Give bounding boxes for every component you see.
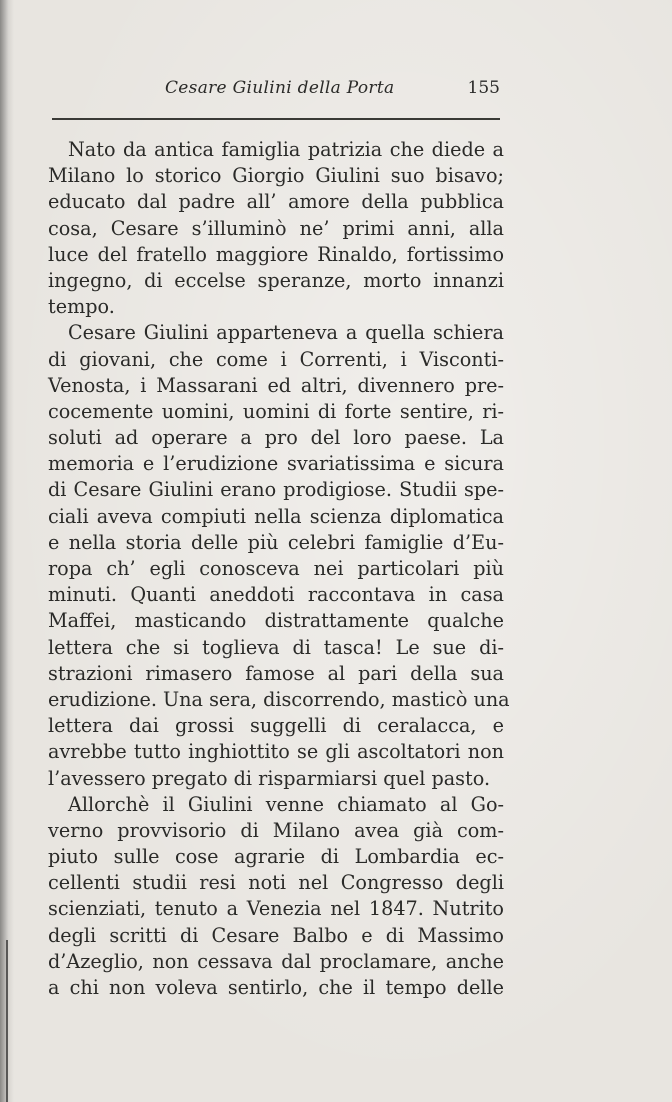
text-line: ropa ch’ egli conosceva nei particolari più — [48, 557, 504, 580]
text-line: ciali aveva compiuti nella scienza diplomatica — [48, 504, 504, 528]
text-line: verno provvisorio di Milano avea già com- — [48, 818, 504, 842]
text-line: a chi non voleva sentirlo, che il tempo delle — [48, 976, 504, 999]
running-title: Cesare Giulini della Porta — [165, 78, 395, 98]
text-line: memoria e l’erudizione svariatissima e sicura — [48, 452, 504, 476]
text-line: degli scritti di Cesare Balbo e di Massimo — [48, 923, 504, 947]
text-line: erudizione. Una sera, discorrendo, masticò una — [48, 687, 510, 711]
text-line: soluti ad operare a pro del loro paese. La — [48, 426, 504, 450]
spine-shadow — [0, 0, 14, 1102]
text-line: cellenti studii resi noti nel Congresso degli — [48, 871, 504, 895]
text-line: scienziati, tenuto a Venezia nel 1847. Nutrito — [48, 897, 504, 921]
body-text — [48, 137, 510, 1001]
text-line: l’avessero pregato di risparmiarsi quel pasto. — [48, 766, 491, 790]
text-line: di giovani, che come i Correnti, i Visconti- — [48, 347, 504, 371]
text-line: d’Azeglio, non cessava dal proclamare, anche — [48, 949, 504, 973]
text-line: luce del fratello maggiore Rinaldo, fortissimo — [48, 242, 504, 266]
text-line: e nella storia delle più celebri famiglie d’Eu- — [48, 530, 504, 554]
text-line: Nato da antica famiglia patrizia che diede a — [68, 138, 504, 161]
text-line: Allorchè il Giulini venne chiamato al Go- — [68, 792, 504, 816]
text-line: Cesare Giulini apparteneva a quella schiera — [68, 321, 504, 345]
text-line: piuto sulle cose agrarie di Lombardia ec- — [48, 845, 504, 869]
spine-edge — [6, 940, 8, 1102]
header-rule — [52, 118, 500, 120]
text-line: Maffei, masticando distrattamente qualche — [48, 609, 504, 633]
text-line: cocemente uomini, uomini di forte sentire, ri- — [48, 399, 504, 423]
text-line: minuti. Quanti aneddoti raccontava in casa — [48, 583, 504, 607]
text-line: tempo. — [48, 295, 115, 319]
text-line: cosa, Cesare s’illuminò ne’ primi anni, alla — [48, 216, 504, 240]
text-line: Venosta, i Massarani ed altri, divennero pre- — [48, 373, 504, 397]
page-number: 155 — [467, 78, 500, 98]
text-line: lettera che si toglieva di tasca! Le sue di- — [48, 635, 504, 659]
running-head — [50, 78, 500, 102]
text-line: Milano lo storico Giorgio Giulini suo bisavo; — [48, 164, 504, 188]
text-line: di Cesare Giulini erano prodigiose. Studii spe- — [48, 478, 504, 502]
text-line: educato dal padre all’ amore della pubblica — [48, 190, 504, 214]
text-line: strazioni rimasero famose al pari della sua — [48, 661, 504, 685]
text-line: avrebbe tutto inghiottito se gli ascoltatori non — [48, 740, 504, 764]
text-line: lettera dai grossi suggelli di ceralacca, e — [48, 714, 504, 738]
text-line: ingegno, di eccelse speranze, morto innanzi — [48, 268, 504, 292]
